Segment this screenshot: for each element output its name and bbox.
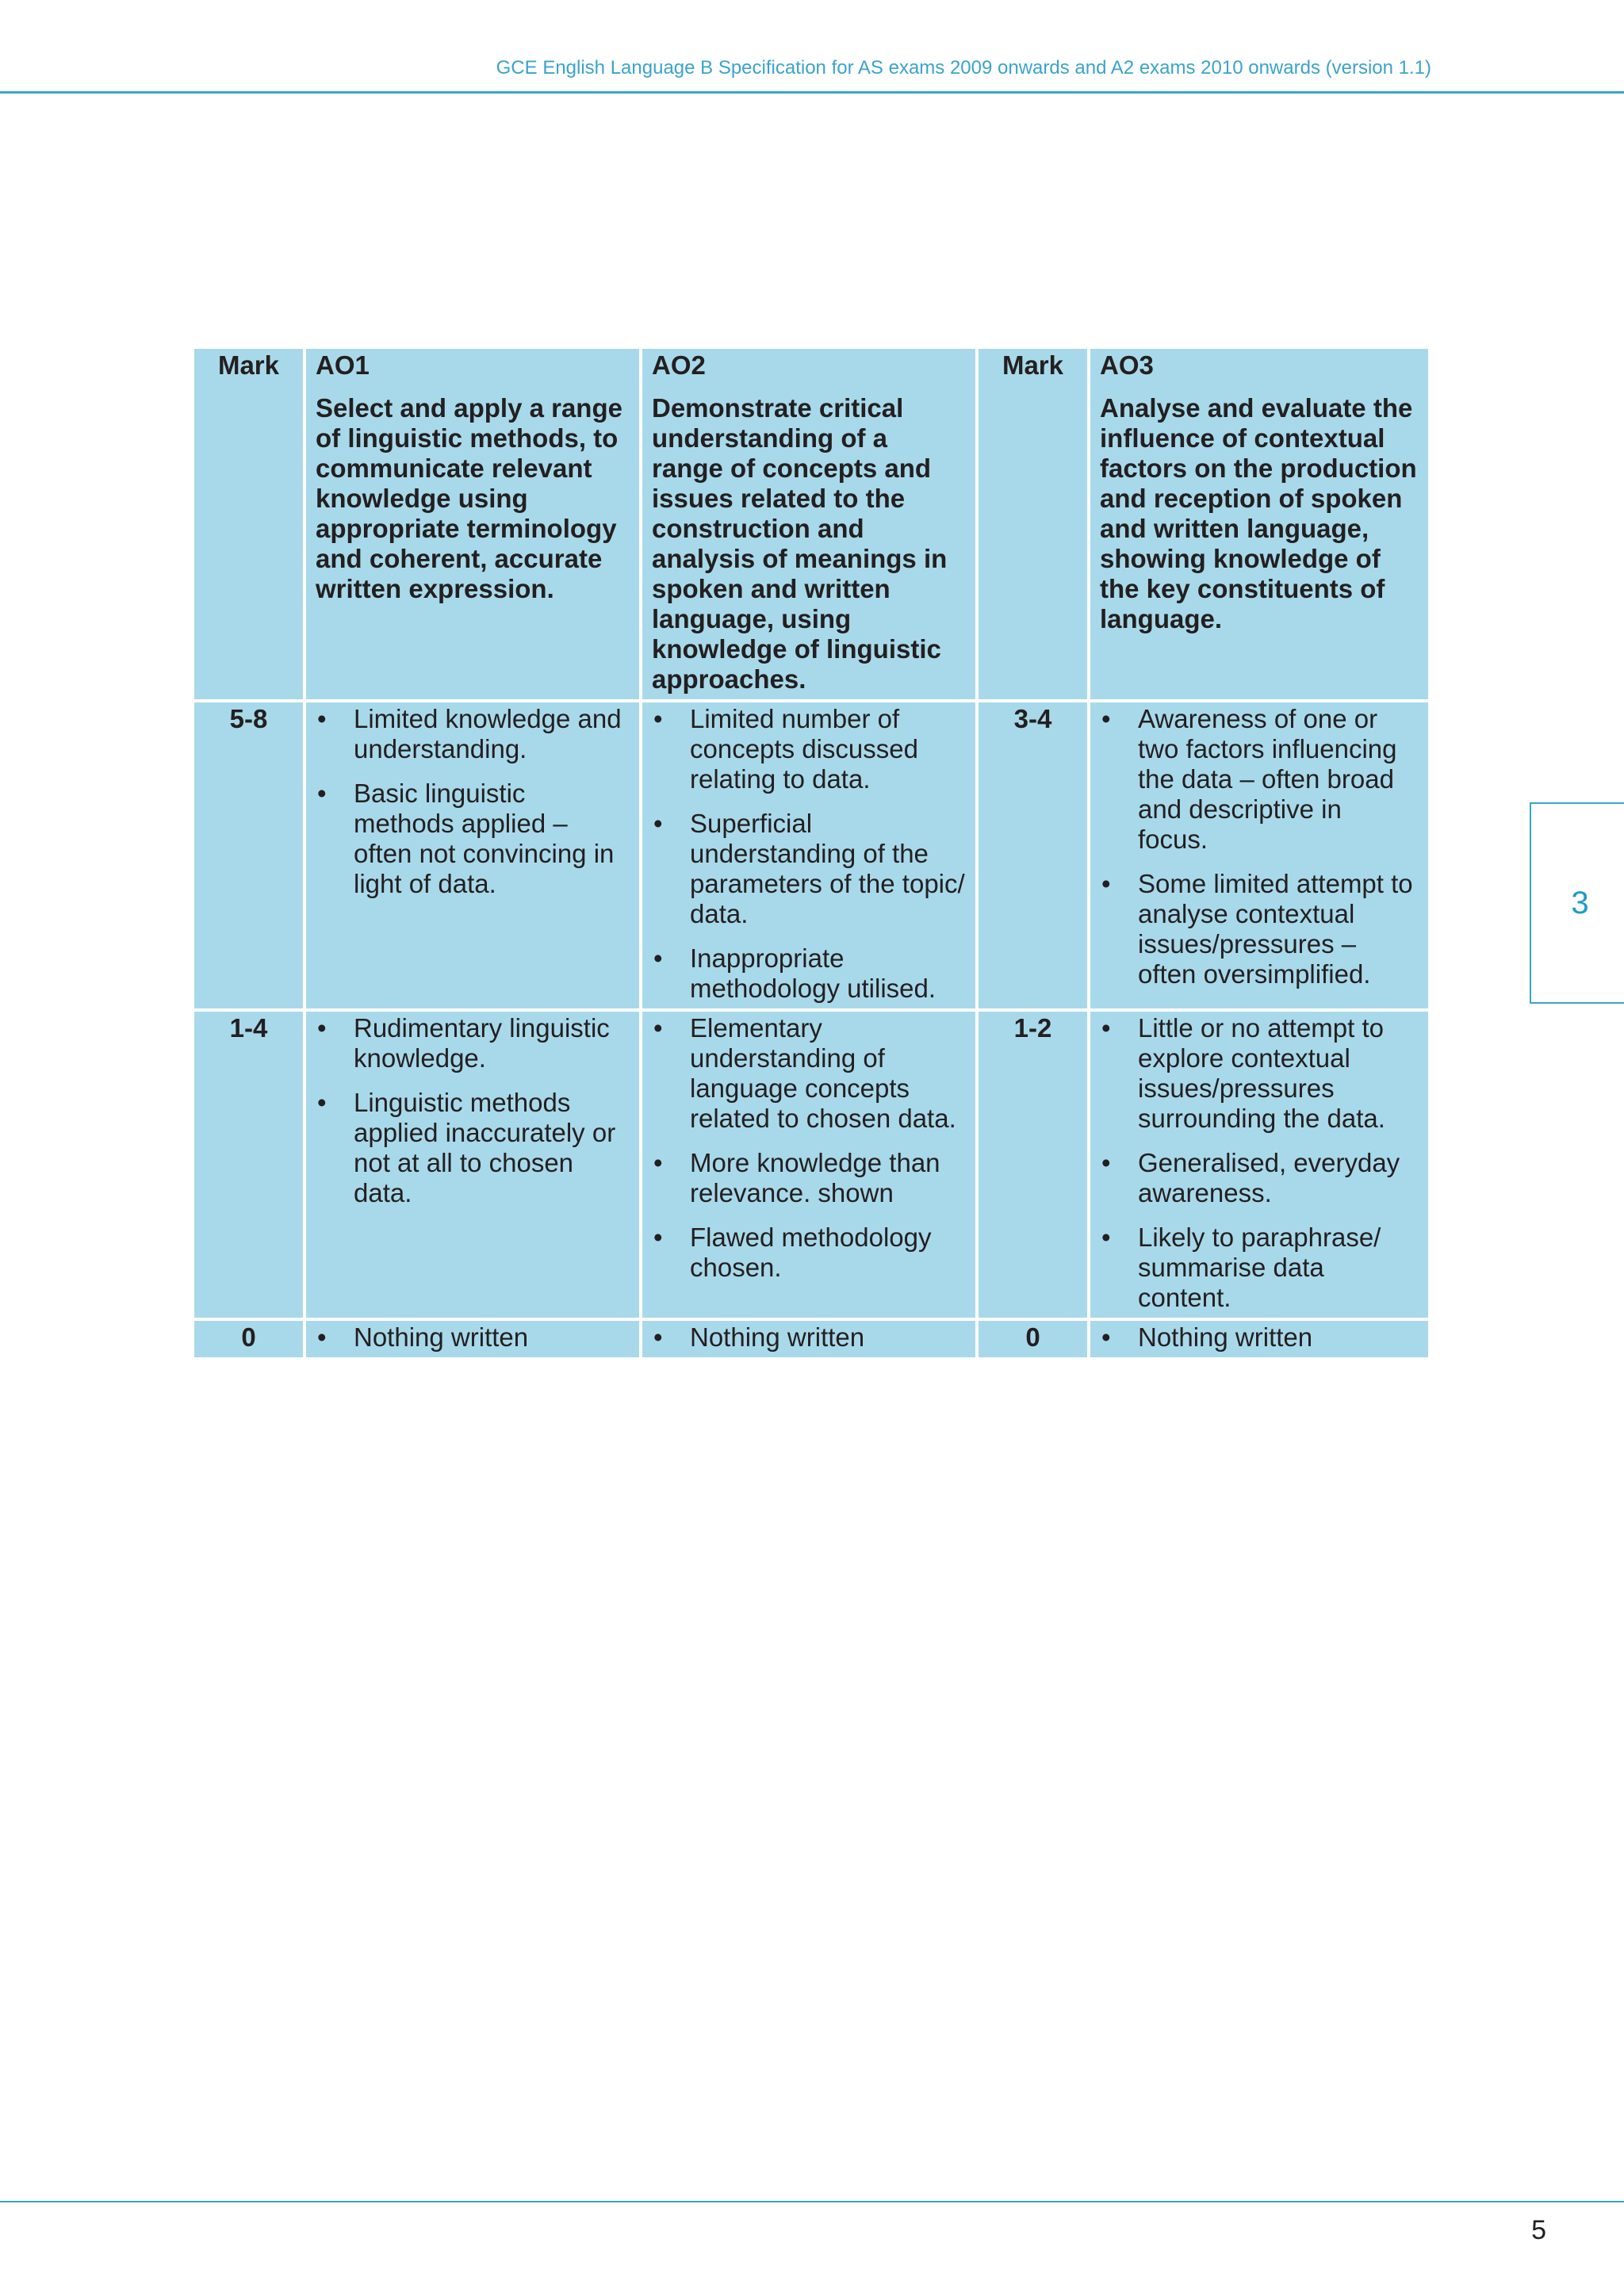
bullet-icon: • [1101,704,1111,733]
descriptor-text: Little or no attempt to explore contextual issues/pressures surrounding the data. [1138,1013,1385,1133]
descriptor-text: Awareness of one or two factors influencing the data – often broad and descriptive in focus. [1138,704,1397,854]
ao3-cell [1089,1010,1428,1319]
bullet-icon: • [1101,869,1111,898]
list-item [652,1322,966,1353]
mark-band-ao12: 5-8 [194,701,304,1010]
descriptor-text: Linguistic methods applied inaccurately or not at all to chosen data. [354,1088,616,1207]
bullet-icon: • [317,1322,327,1352]
ao2-code: AO2 [652,350,706,380]
list-item [316,1013,630,1073]
table-row [194,701,1428,1010]
list-item [652,1223,966,1283]
descriptor-text: Some limited attempt to analyse contextual issues/pressures – often oversimplified. [1138,869,1413,989]
list-item [652,1013,966,1134]
table-row [194,1319,1428,1357]
ao3-header [1089,349,1428,701]
descriptor-text: Basic linguistic methods applied – often not convincing in light of data. [354,779,615,898]
list-item [652,809,966,929]
footer-rule [0,2201,1624,2202]
descriptor-text: Generalised, everyday awareness. [1138,1148,1400,1207]
bullet-icon: • [653,1148,663,1177]
bullet-icon: • [317,779,327,808]
list-item [1100,1322,1419,1353]
descriptor-text: Nothing written [690,1322,865,1352]
list-item [652,704,966,794]
mark-band-ao3: 0 [977,1319,1089,1357]
ao1-cell [304,1010,641,1319]
bullet-icon: • [1101,1148,1111,1177]
ao3-cell [1089,701,1428,1010]
ao1-description: Select and apply a range of linguistic methods, to communicate relevant knowledge using appropriate terminology and coherent, accurate written expression. [316,393,622,603]
mark-band-ao12: 0 [194,1319,304,1357]
descriptor-text: Limited knowledge and understanding. [354,704,622,763]
bullet-icon: • [653,943,663,973]
mark-header-ao3 [977,349,1089,701]
list-item [1100,1223,1419,1313]
descriptor-text: Limited number of concepts discussed relating to data. [690,704,918,794]
ao2-cell [641,1319,977,1357]
bullet-icon: • [317,704,327,733]
descriptor-text: Inappropriate methodology utilised. [690,943,936,1003]
table-row [194,1010,1428,1319]
list-item [652,943,966,1004]
list-item [316,1322,630,1353]
mark-header-label: Mark [217,350,280,380]
descriptor-text: Elementary understanding of language concepts related to chosen data. [690,1013,956,1133]
bullet-icon: • [653,809,663,838]
bullet-icon: • [653,1013,663,1043]
header-rule [0,91,1624,94]
list-item [316,1088,630,1208]
mark-header-label: Mark [1002,350,1064,380]
list-item [1100,869,1419,989]
list-item [1100,1148,1419,1208]
descriptor-text: Flawed methodology chosen. [690,1223,932,1282]
ao3-description: Analyse and evaluate the influence of contextual factors on the production and reception of spoken and written language, showing knowledge of the key constituents of language. [1100,393,1417,633]
descriptor-text: Nothing written [354,1322,529,1352]
descriptor-text: Superficial understanding of the parameters of the topic/ data. [690,809,965,928]
bullet-icon: • [1101,1322,1111,1352]
section-tab [1530,802,1624,1004]
bullet-icon: • [317,1088,327,1117]
mark-band-ao3: 3-4 [977,701,1089,1010]
ao2-description: Demonstrate critical understanding of a range of concepts and issues related to the construction and analysis of meanings in spoken and written language, using knowledge of linguistic approaches. [652,393,948,694]
list-item [652,1148,966,1208]
ao2-cell [641,1010,977,1319]
list-item [1100,1013,1419,1134]
mark-scheme-table [194,349,1428,1357]
descriptor-text: Nothing written [1138,1322,1313,1352]
bullet-icon: • [1101,1013,1111,1043]
mark-band-ao12: 1-4 [194,1010,304,1319]
mark-header-ao12 [194,349,304,701]
ao1-code: AO1 [316,350,370,380]
list-item [316,704,630,764]
ao2-cell [641,701,977,1010]
section-tab-number: 3 [1571,885,1589,920]
ao1-cell [304,701,641,1010]
ao3-cell [1089,1319,1428,1357]
bullet-icon: • [653,704,663,733]
list-item [1100,704,1419,855]
ao1-header [304,349,641,701]
bullet-icon: • [653,1322,663,1352]
mark-band-ao3: 1-2 [977,1010,1089,1319]
descriptor-text: More knowledge than relevance. shown [690,1148,940,1207]
ao2-header [641,349,977,701]
running-header: GCE English Language B Specification for AS exams 2009 onwards and A2 exams 2010 onwards (version 1.1) [496,57,1431,78]
table-header-row [194,349,1428,701]
list-item [316,779,630,899]
descriptor-text: Rudimentary linguistic knowledge. [354,1013,610,1073]
ao3-code: AO3 [1100,350,1154,380]
bullet-icon: • [1101,1223,1111,1252]
page-number: 5 [1531,2215,1546,2245]
descriptor-text: Likely to paraphrase/ summarise data content. [1138,1223,1381,1312]
bullet-icon: • [653,1223,663,1252]
bullet-icon: • [317,1013,327,1043]
ao1-cell [304,1319,641,1357]
